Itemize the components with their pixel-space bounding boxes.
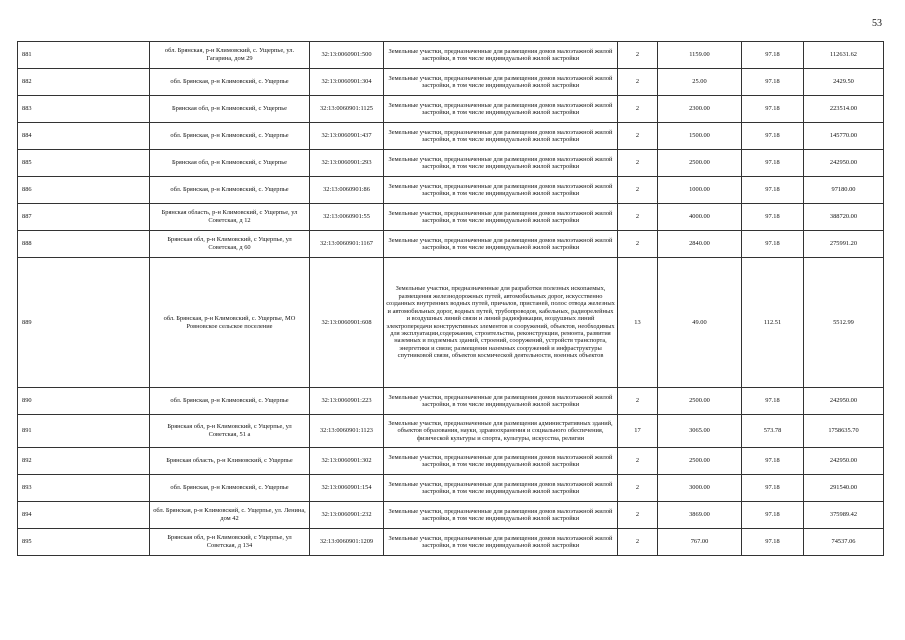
group-code-cell: 2	[618, 529, 658, 556]
group-code-cell: 2	[618, 123, 658, 150]
table-row	[18, 42, 884, 69]
land-use-cell: Земельные участки, предназначенные для разработки полезных ископаемых, размещения железнодорожных путей, автомобильных дорог, искусственно созданных внутренних водных путей, причалов, пристаней, полос отвода железных и автомобильных дорог, водных путей, трубопроводов, кабельных, радиорелейных и воздушных линий связи и линий радиофикации, воздушных линий электропередачи конструктивных элементов и сооружений, объектов, необходимых для эксплуатации,содержания, строительства, реконструкции, ремонта, развития наземных и подземных зданий, строений, сооружений, устройств транспорта, энергетики и связи; размещения наземных сооружений и инфраструктуры спутниковой связи, объектов космической деятельности, военных объектов	[384, 258, 618, 388]
cadastral-number-cell: 32:13:0060901:86	[310, 177, 384, 204]
table-row	[18, 96, 884, 123]
cadastral-number-cell: 32:13:0060901:293	[310, 150, 384, 177]
area-cell: 1159.00	[658, 42, 742, 69]
land-use-cell: Земельные участки, предназначенные для размещения домов малоэтажной жилой застройки, в том числе индивидуальной жилой застройки	[384, 448, 618, 475]
row-number: 893	[18, 475, 150, 502]
row-number: 891	[18, 415, 150, 448]
row-number: 884	[18, 123, 150, 150]
table-row	[18, 475, 884, 502]
group-code-cell: 2	[618, 69, 658, 96]
group-code-cell: 17	[618, 415, 658, 448]
address-cell: Брянская обл, р-н Климовский, с Ущерпье, ул Советская, д 60	[150, 231, 310, 258]
cadastral-value-cell: 74537.06	[804, 529, 884, 556]
address-cell: обл. Брянская, р-н Климовский, с. Ущерпье	[150, 388, 310, 415]
row-number: 888	[18, 231, 150, 258]
area-cell: 1000.00	[658, 177, 742, 204]
area-cell: 4000.00	[658, 204, 742, 231]
address-cell: Брянская обл, р-н Климовский, с Ущерпье	[150, 96, 310, 123]
address-cell: обл. Брянская, р-н Климовский, с. Ущерпье	[150, 69, 310, 96]
land-use-cell: Земельные участки, предназначенные для размещения домов малоэтажной жилой застройки, в том числе индивидуальной жилой застройки	[384, 96, 618, 123]
land-use-cell: Земельные участки, предназначенные для размещения домов малоэтажной жилой застройки, в том числе индивидуальной жилой застройки	[384, 529, 618, 556]
row-number: 894	[18, 502, 150, 529]
cadastral-number-cell: 32:13:0060901:500	[310, 42, 384, 69]
rate-cell: 97.18	[742, 96, 804, 123]
group-code-cell: 2	[618, 42, 658, 69]
row-number: 883	[18, 96, 150, 123]
group-code-cell: 2	[618, 475, 658, 502]
area-cell: 2500.00	[658, 150, 742, 177]
rate-cell: 573.78	[742, 415, 804, 448]
cadastral-value-cell: 388720.00	[804, 204, 884, 231]
row-number: 892	[18, 448, 150, 475]
rate-cell: 97.18	[742, 150, 804, 177]
area-cell: 3065.00	[658, 415, 742, 448]
cadastral-number-cell: 32:13:0060901:304	[310, 69, 384, 96]
land-use-cell: Земельные участки, предназначенные для размещения домов малоэтажной жилой застройки, в том числе индивидуальной жилой застройки	[384, 69, 618, 96]
page-number: 53	[872, 18, 882, 29]
table-row	[18, 388, 884, 415]
area-cell: 2500.00	[658, 448, 742, 475]
registry-rows	[18, 42, 884, 556]
address-cell: Брянская обл, р-н Климовский, с Ущерпье, ул Советская, д 134	[150, 529, 310, 556]
cadastral-number-cell: 32:13:0060901:608	[310, 258, 384, 388]
cadastral-value-cell: 145770.00	[804, 123, 884, 150]
group-code-cell: 2	[618, 204, 658, 231]
rate-cell: 97.18	[742, 502, 804, 529]
rate-cell: 97.18	[742, 123, 804, 150]
cadastral-value-cell: 275991.20	[804, 231, 884, 258]
table-row	[18, 448, 884, 475]
address-cell: обл. Брянская, р-н Климовский, с. Ущерпье, МО Ровновское сельское поселение	[150, 258, 310, 388]
address-cell: Брянская область, р-н Климовский, с Ущерпье, ул Советская, д 12	[150, 204, 310, 231]
table-row	[18, 258, 884, 388]
row-number: 895	[18, 529, 150, 556]
area-cell: 25.00	[658, 69, 742, 96]
cadastral-value-cell: 2429.50	[804, 69, 884, 96]
cadastral-value-cell: 1758635.70	[804, 415, 884, 448]
cadastral-value-cell: 242950.00	[804, 150, 884, 177]
address-cell: обл. Брянская, р-н Климовский, с. Ущерпье	[150, 177, 310, 204]
group-code-cell: 2	[618, 231, 658, 258]
rate-cell: 97.18	[742, 231, 804, 258]
land-registry-table	[17, 41, 884, 556]
table-row	[18, 502, 884, 529]
address-cell: обл. Брянская, р-н Климовский, с. Ущерпье, ул. Ленина, дом 42	[150, 502, 310, 529]
area-cell: 1500.00	[658, 123, 742, 150]
address-cell: Брянская область, р-н Климовский, с Ущерпье	[150, 448, 310, 475]
cadastral-value-cell: 291540.00	[804, 475, 884, 502]
area-cell: 3869.00	[658, 502, 742, 529]
area-cell: 2300.00	[658, 96, 742, 123]
cadastral-number-cell: 32:13:0060901:232	[310, 502, 384, 529]
cadastral-number-cell: 32:13:0060901:1167	[310, 231, 384, 258]
cadastral-number-cell: 32:13:0060901:437	[310, 123, 384, 150]
rate-cell: 97.18	[742, 475, 804, 502]
cadastral-number-cell: 32:13:0060901:1125	[310, 96, 384, 123]
address-cell: обл. Брянская, р-н Климовский, с. Ущерпье	[150, 475, 310, 502]
row-number: 881	[18, 42, 150, 69]
table-row	[18, 150, 884, 177]
cadastral-number-cell: 32:13:0060901:302	[310, 448, 384, 475]
rate-cell: 112.51	[742, 258, 804, 388]
cadastral-number-cell: 32:13:0060901:154	[310, 475, 384, 502]
row-number: 886	[18, 177, 150, 204]
table-row	[18, 69, 884, 96]
rate-cell: 97.18	[742, 177, 804, 204]
row-number: 882	[18, 69, 150, 96]
rate-cell: 97.18	[742, 69, 804, 96]
cadastral-value-cell: 375989.42	[804, 502, 884, 529]
land-use-cell: Земельные участки, предназначенные для размещения домов малоэтажной жилой застройки, в том числе индивидуальной жилой застройки	[384, 204, 618, 231]
group-code-cell: 2	[618, 502, 658, 529]
row-number: 887	[18, 204, 150, 231]
table-row	[18, 415, 884, 448]
area-cell: 49.00	[658, 258, 742, 388]
land-use-cell: Земельные участки, предназначенные для размещения домов малоэтажной жилой застройки, в том числе индивидуальной жилой застройки	[384, 388, 618, 415]
cadastral-value-cell: 5512.99	[804, 258, 884, 388]
table-row	[18, 529, 884, 556]
area-cell: 3000.00	[658, 475, 742, 502]
table-row	[18, 123, 884, 150]
cadastral-number-cell: 32:13:0060901:223	[310, 388, 384, 415]
area-cell: 767.00	[658, 529, 742, 556]
rate-cell: 97.18	[742, 42, 804, 69]
cadastral-value-cell: 223514.00	[804, 96, 884, 123]
group-code-cell: 13	[618, 258, 658, 388]
land-use-cell: Земельные участки, предназначенные для размещения административных зданий, объектов образования, науки, здравоохранения и социального обеспечения, физической культуры и спорта, культуры, искусства, религии	[384, 415, 618, 448]
land-use-cell: Земельные участки, предназначенные для размещения домов малоэтажной жилой застройки, в том числе индивидуальной жилой застройки	[384, 123, 618, 150]
cadastral-value-cell: 242950.00	[804, 388, 884, 415]
rate-cell: 97.18	[742, 529, 804, 556]
address-cell: обл. Брянская, р-н Климовский, с. Ущерпье, ул. Гагарина, дом 29	[150, 42, 310, 69]
land-use-cell: Земельные участки, предназначенные для размещения домов малоэтажной жилой застройки, в том числе индивидуальной жилой застройки	[384, 475, 618, 502]
land-use-cell: Земельные участки, предназначенные для размещения домов малоэтажной жилой застройки, в том числе индивидуальной жилой застройки	[384, 42, 618, 69]
table-row	[18, 231, 884, 258]
group-code-cell: 2	[618, 448, 658, 475]
cadastral-number-cell: 32:13:0060901:1209	[310, 529, 384, 556]
rate-cell: 97.18	[742, 448, 804, 475]
area-cell: 2840.00	[658, 231, 742, 258]
row-number: 889	[18, 258, 150, 388]
cadastral-value-cell: 97180.00	[804, 177, 884, 204]
address-cell: Брянская обл, р-н Климовский, с Ущерпье, ул Советская, 51 а	[150, 415, 310, 448]
address-cell: обл. Брянская, р-н Климовский, с. Ущерпье	[150, 123, 310, 150]
rate-cell: 97.18	[742, 204, 804, 231]
land-use-cell: Земельные участки, предназначенные для размещения домов малоэтажной жилой застройки, в том числе индивидуальной жилой застройки	[384, 150, 618, 177]
group-code-cell: 2	[618, 177, 658, 204]
area-cell: 2500.00	[658, 388, 742, 415]
rate-cell: 97.18	[742, 388, 804, 415]
cadastral-number-cell: 32:13:0060901:55	[310, 204, 384, 231]
cadastral-value-cell: 242950.00	[804, 448, 884, 475]
group-code-cell: 2	[618, 96, 658, 123]
table-row	[18, 177, 884, 204]
address-cell: Брянская обл, р-н Климовский, с Ущерпье	[150, 150, 310, 177]
row-number: 890	[18, 388, 150, 415]
row-number: 885	[18, 150, 150, 177]
table-row	[18, 204, 884, 231]
land-use-cell: Земельные участки, предназначенные для размещения домов малоэтажной жилой застройки, в том числе индивидуальной жилой застройки	[384, 177, 618, 204]
cadastral-value-cell: 112631.62	[804, 42, 884, 69]
land-use-cell: Земельные участки, предназначенные для размещения домов малоэтажной жилой застройки, в том числе индивидуальной жилой застройки	[384, 502, 618, 529]
group-code-cell: 2	[618, 388, 658, 415]
land-use-cell: Земельные участки, предназначенные для размещения домов малоэтажной жилой застройки, в том числе индивидуальной жилой застройки	[384, 231, 618, 258]
group-code-cell: 2	[618, 150, 658, 177]
cadastral-number-cell: 32:13:0060901:1123	[310, 415, 384, 448]
